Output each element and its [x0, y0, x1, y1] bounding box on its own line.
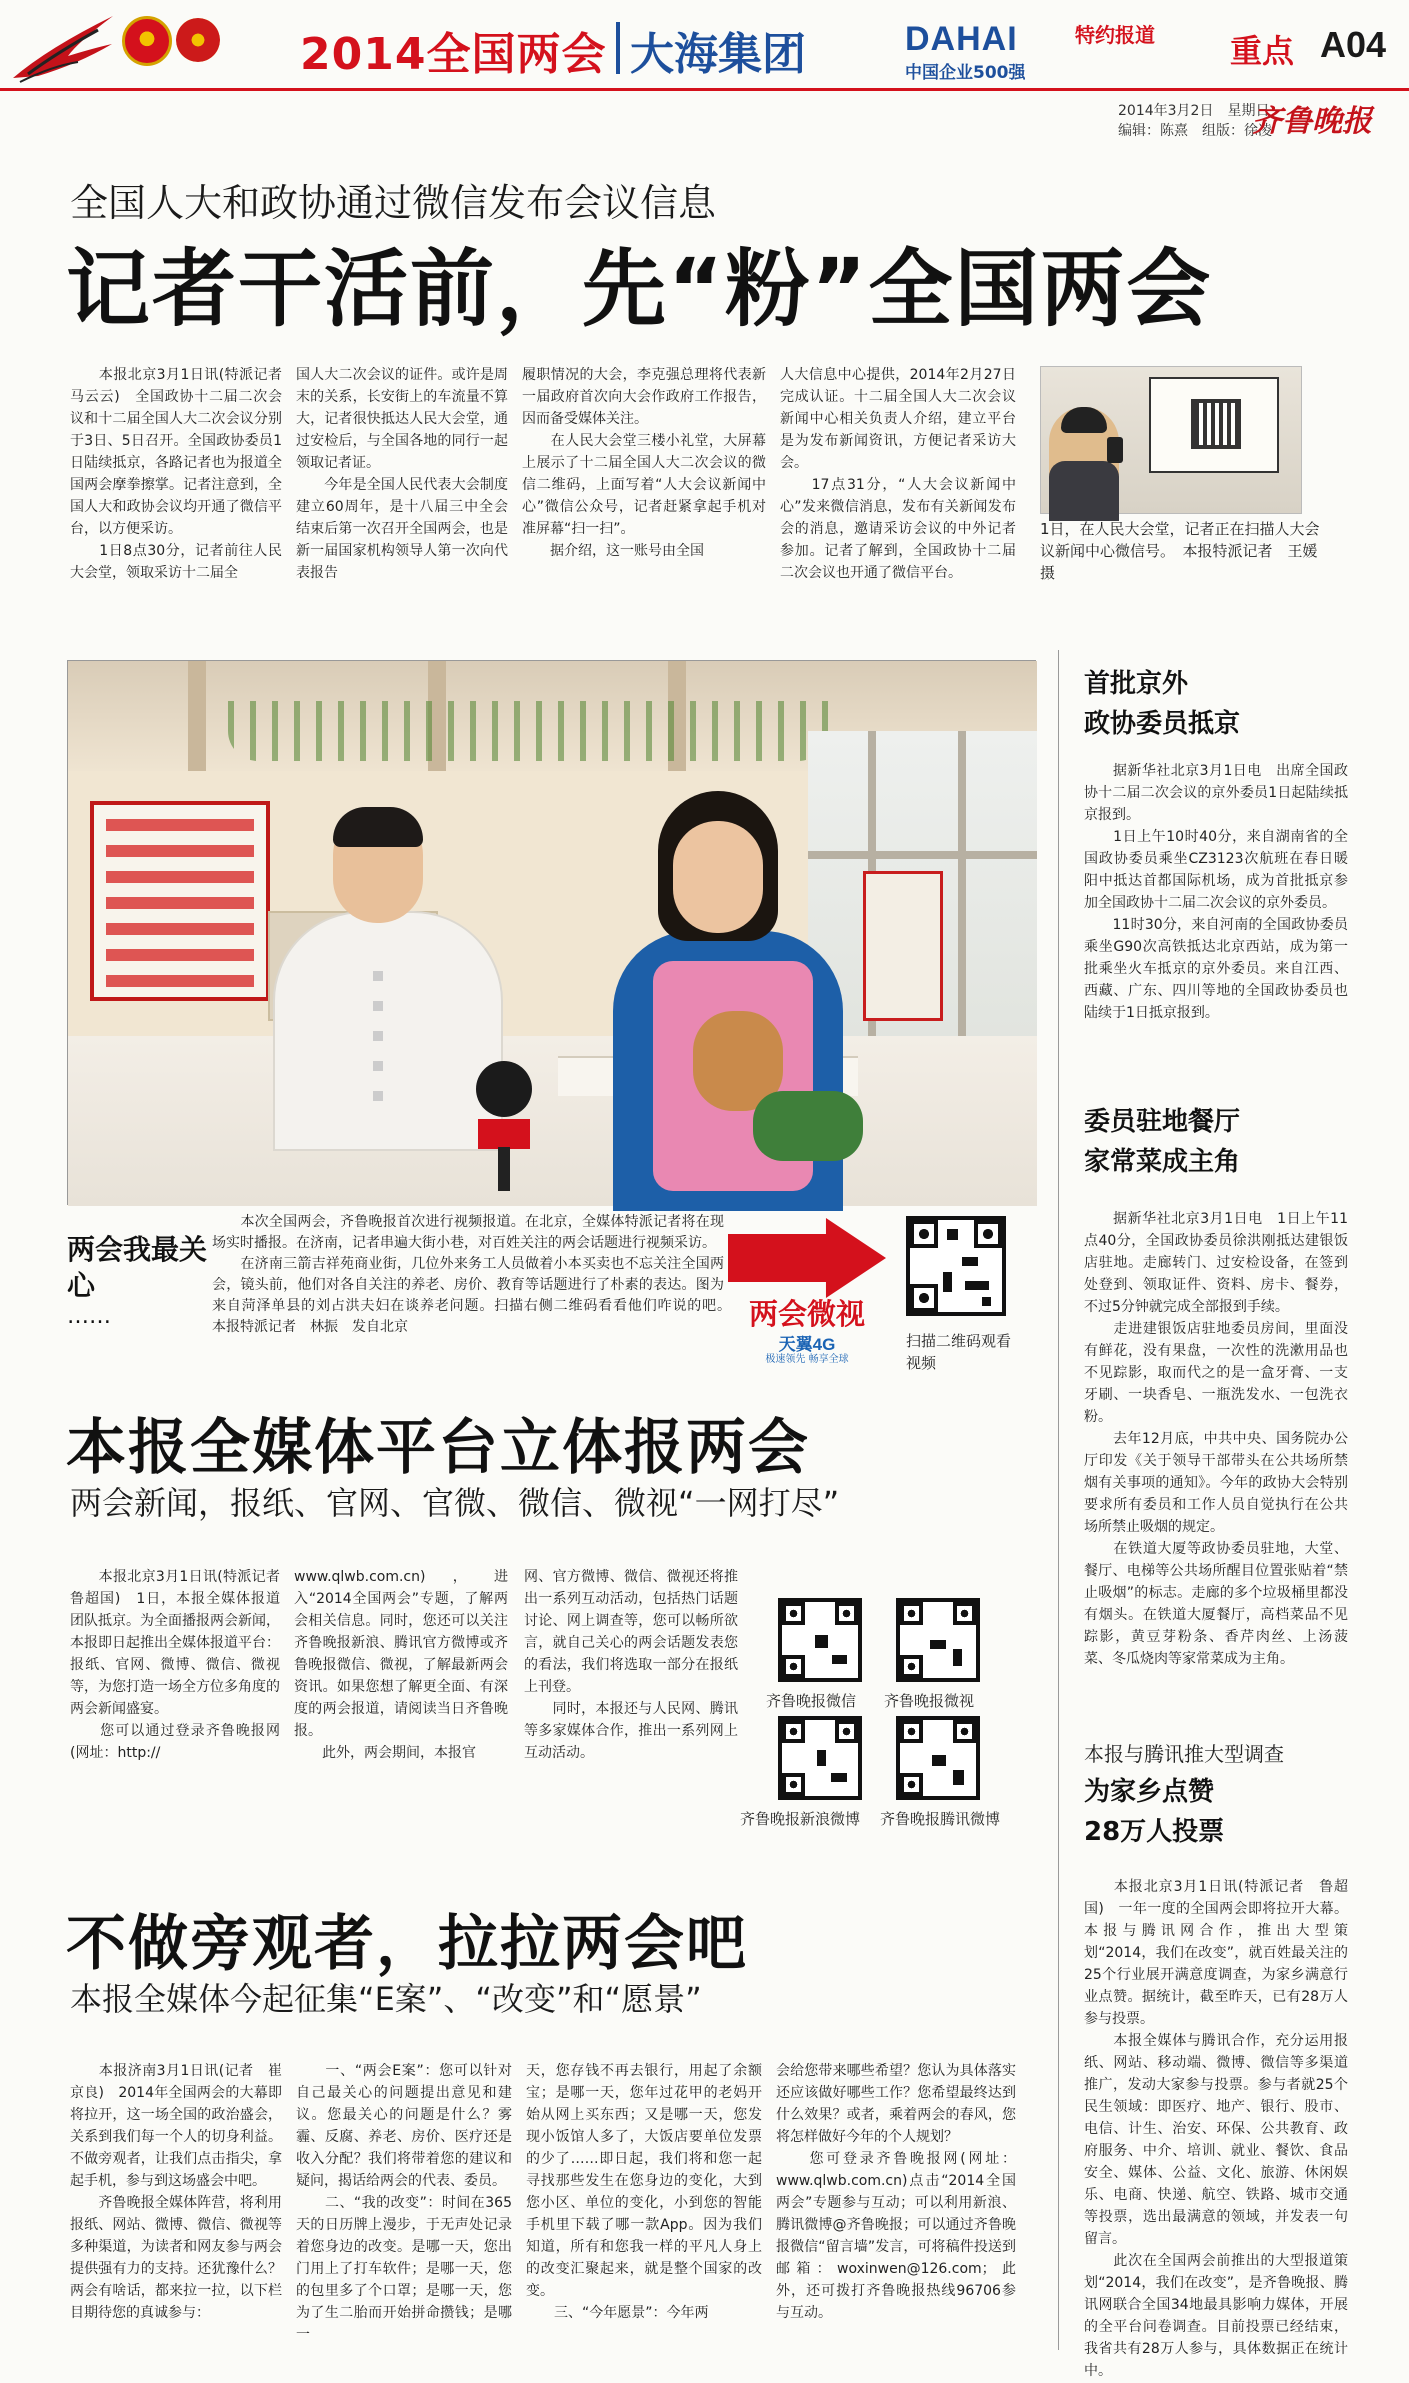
video-qr-code-icon[interactable] [906, 1216, 1006, 1316]
sina-weibo-qr-code-icon[interactable] [778, 1716, 862, 1800]
story2-subhead: 两会新闻，报纸、官网、官微、微信、微视“一网打尽” [70, 1484, 840, 1522]
story2-headline: 本报全媒体平台立体报两会 [66, 1413, 810, 1483]
editor-credits: 编辑：陈熹 组版：徐凌 [1118, 123, 1272, 139]
special-report-label: 特约报道 [1075, 23, 1155, 47]
man-figure [273, 811, 503, 1141]
sponsor-name: 大海集团 [630, 29, 806, 80]
section-label: 重点 [1230, 32, 1295, 70]
masthead [0, 0, 1409, 100]
story3-subhead: 本报全媒体今起征集“E案”、“改变”和“愿景” [70, 1980, 702, 2018]
weishi-logo-name: 两会微视 [748, 1297, 865, 1331]
story1-column-4: 人大信息中心提供，2014年2月27日完成认证。十二届全国人大二次会议新闻中心相关负责人介绍，建立平台是为发布新闻资讯，方便记者采访大会。 17点31分，“人大会议新闻中心”发来微信消息，发布有关新闻发布会的消息，邀请采访会议的中外记者参加。记者了解到，全国政协十二届二次会议也开通了微信平台。 [780, 367, 1016, 581]
right-s2-text: 据新华社北京3月1日电 1日上午11点40分，全国政协委员徐洪刚抵达建银饭店驻地。走廊转门、过安检设备，在签到处登到、领取证件、资料、房卡、餐券，不过5分钟就完成全部报到手续。 走进建银饭店驻地委员房间，里面没有鲜花，没有果盘，一次性的洗漱用品也不见踪影，取而代之的是一盒牙膏、一支牙刷、一块香皂、一瓶洗发水、一包洗衣粉。 去年12月底，中共中央、国务院办公厅印发《关于领导干部带头在公共场所禁烟有关事项的通知》。今年的政协大会特别要求所有委员和工作人员自觉执行在公共场所禁止吸烟的规定。 在铁道大厦等政协委员驻地，大堂、餐厅、电梯等公共场所醒目位置张贴着“禁止吸烟”的标志。走廊的多个垃圾桶里都没有烟头。在铁道大厦餐厅，高档菜品不见踪影，黄豆芽粉条、香芹肉丝、上汤菠菜、冬瓜烧肉等家常菜成为主角。 [1084, 1211, 1348, 1667]
microphone-icon [476, 1061, 532, 1117]
newspaper-logo: 齐鲁晚报 [1252, 104, 1372, 139]
sponsor-brand: DAHAI [905, 20, 1018, 58]
divider [616, 22, 620, 74]
story2-column-1: 本报北京3月1日讯(特派记者 鲁超国) 1日，本报全媒体报道团队抵京。为全面播报两会新闻，本报即日起推出全媒体报道平台：报纸、官网、微博、微信、微视等，为您打造一场全方位多角度的两会新闻盛宴。 您可以通过登录齐鲁晚报网(网址：http:// [70, 1569, 280, 1761]
right-s3-head-line2: 28万人投票 [1084, 1817, 1225, 1847]
weishi-logo-slogan: 极速领先 畅享全球 [765, 1354, 849, 1365]
photo1-caption: 1日，在人民大会堂，记者正在扫描人大会议新闻中心微信号。 本报特派记者 王媛 摄 [1040, 520, 1333, 582]
menu-board [90, 801, 270, 1001]
story3-column-2: 一、“两会E案”：您可以针对自己最关心的问题提出意见和建议。您最关心的问题是什么？雾霾、反腐、养老、房价、医疗还是收入分配？我们将带着您的建议和疑问，揭话给两会的代表、委员。 二、“我的改变”：时间在365天的日历牌上漫步，于无声处记录着您身边的改变。是哪一天，您出门用上了打车软件；是哪一天，您的包里多了个口罩；是哪一天，您为了生二胎而开始拼命攒钱；是哪一 [296, 2063, 512, 2343]
photo-couple-interview [67, 660, 1036, 1205]
weishi-logo-brand: 天翼4G [778, 1335, 836, 1354]
weishi-qr-label: 齐鲁晚报微视 [884, 1692, 975, 1710]
column-rule [1058, 650, 1059, 2350]
weishi-qr-code-icon[interactable] [896, 1598, 980, 1682]
story1-column-2: 国人大二次会议的证件。或许是周末的关系，长安街上的车流量不算大，记者很快抵达人民大会堂，通过安检后，与全国各地的同行一起领取记者证。 今年是全国人民代表大会制度建立60周年，是十八届三中全会结束后第一次召开全国两会，也是新一届国家机构领导人第一次向代表报告 [296, 367, 508, 581]
photo-reporter-scanning-qr [1040, 366, 1302, 514]
wechat-qr-code-icon[interactable] [778, 1598, 862, 1682]
event-title: 2014全国两会 [300, 29, 607, 80]
story3-headline: 不做旁观者，拉拉两会吧 [66, 1909, 748, 1979]
story1-column-3: 履职情况的大会，李克强总理将代表新一届政府首次向大会作政府工作报告，因而备受媒体关注。 在人民大会堂三楼小礼堂，大屏幕上展示了十二届全国人大二次会议的微信二维码，上面写着“人大会议新闻中心”微信公众号，记者赶紧拿起手机对准屏幕“扫一扫”。 据介绍，这一账号由全国 [522, 367, 766, 559]
arrow-icon [728, 1218, 886, 1298]
story2-column-3: 网、官方微博、微信、微视还将推出一系列互动活动，包括热门话题讨论、网上调查等，您可以畅所欲言，就自己关心的两会话题发表您的看法，我们将选取一部分在报纸上刊登。 同时，本报还与人民网、腾讯等多家媒体合作，推出一系列网上互动活动。 [524, 1569, 738, 1761]
right-s1-text: 据新华社北京3月1日电 出席全国政协十二届二次会议的京外委员1日起陆续抵京报到。 1日上午10时40分，来自湖南省的全国政协委员乘坐CZ3123次航班在春日暖阳中抵达首都国际机场，成为首批抵京参加全国政协十二届二次会议的京外委员。 11时30分，来自河南的全国政协委员乘坐G90次高铁抵达北京西站，成为第一批乘坐火车抵京的京外委员。来自江西、西藏、广东、四川等地的全国政协委员也陆续于1日抵京报到。 [1084, 763, 1348, 1021]
wechat-qr-label: 齐鲁晚报微信 [766, 1692, 857, 1710]
swallow-logo-icon [8, 8, 118, 88]
tencent-weibo-qr-label: 齐鲁晚报腾讯微博 [880, 1810, 1001, 1828]
story1-column-1: 本报北京3月1日讯(特派记者 马云云) 全国政协十二届二次会议和十二届全国人大二次会议分别于3日、5日召开。全国政协委员1日陆续抵京，各路记者也为报道全国两会摩拳擦掌。记者注意到，全国人大和政协会议均开通了微信平台，以方便采访。 1日8点30分，记者前往人民大会堂，领取采访十二届全 [70, 367, 282, 581]
weishi-logo [728, 1218, 886, 1364]
phone-icon [1107, 437, 1123, 463]
right-s2-head-line1: 委员驻地餐厅 [1084, 1107, 1241, 1137]
lianghui-title: 两会我最关心 [67, 1233, 208, 1302]
story3-column-4: 会给您带来哪些希望？您认为具体落实还应该做好哪些工作？您希望最终达到什么效果？或者，乘着两会的春风，您将怎样做好今年的个人规划？ 您可登录齐鲁晚报网(网址：www.qlwb.com.cn)点击“2014全国两会”专题参与互动；可以利用新浪、腾讯微博@齐鲁晚报；可以通过齐鲁晚报微信“留言墙”发言，可将稿件投送到邮箱：woxinwen@126.com；此外，还可拨打齐鲁晚报热线96706参与互动。 [776, 2063, 1016, 2321]
right-s2-head-line2: 家常菜成主角 [1084, 1147, 1241, 1177]
masthead-rule [0, 88, 1409, 91]
sina-weibo-qr-label: 齐鲁晚报新浪微博 [740, 1810, 861, 1828]
story3-column-3: 天，您存钱不再去银行，用起了余额宝；是哪一天，您年过花甲的老妈开始从网上买东西；又是哪一天，您发现小饭馆人多了，大饭店要单位发票的少了……即日起，我们将和您一起寻找那些发生在您身边的变化，大到您小区、单位的变化，小到您的智能手机里下载了哪一款App。因为我们知道，所有和您我一样的平凡人身上的改变汇聚起来，就是整个国家的改变。 三、“今年愿景”：今年两 [526, 2063, 762, 2321]
video-qr-label: 扫描二维码观看视频 [906, 1332, 1012, 1372]
right-s3-text: 本报北京3月1日讯(特派记者 鲁超国) 一年一度的全国两会即将拉开大幕。本报与腾讯网合作，推出大型策划“2014，我们在改变”，就百姓最关注的25个行业展开满意度调查，为家乡满意行业点赞。据统计，截至昨天，已有28万人参与投票。 本报全媒体与腾讯合作，充分运用报纸、网站、移动端、微博、微信等多渠道推广，发动大家参与投票。参与者就25个民生领域：即医疗、地产、银行、股市、电信、计生、治安、环保、公共教育、政府服务、中介、培训、就业、餐饮、食品安全、媒体、公益、文化、旅游、休闲娱乐、电商、快递、航空、铁路、城市交通等投票，选出最满意的领域，并发表一句留言。 此次在全国两会前推出的大型报道策划“2014，我们在改变”，是齐鲁晚报、腾讯网联合全国34地最具影响力媒体，开展的全平台问卷调查。目前投票已经结束，我省共有28万人参与，具体数据正在统计中。 [1084, 1879, 1348, 2379]
lianghui-ellipsis: …… [67, 1304, 111, 1329]
story3-column-1: 本报济南3月1日讯(记者 崔京良) 2014年全国两会的大幕即将拉开，这一场全国的政治盛会，关系到我们每一个人的切身利益。不做旁观者，让我们点击指尖，拿起手机，参与到这场盛会中吧。 齐鲁晚报全媒体阵营，将利用报纸、网站、微博、微信、微视等多种渠道，为读者和网友参与两会提供强有力的支持。还犹豫什么？两会有啥话，都来拉一拉，以下栏目期待您的真诚参与： [70, 2063, 282, 2321]
sponsor-brand-sub: 中国企业500强 [905, 63, 1026, 83]
cppcc-emblem-icon [176, 18, 220, 62]
screen-image [1149, 377, 1279, 473]
right-s1-head-line1: 首批京外 [1084, 669, 1189, 699]
national-emblem-icon [122, 16, 172, 66]
right-s3-head-line1: 为家乡点赞 [1084, 1777, 1215, 1807]
lianghui-text: 本次全国两会，齐鲁晚报首次进行视频报道。在北京，全媒体特派记者将在现场实时播报。在济南，记者串遍大街小巷，对百姓关注的两会话题进行视频采访。 在济南三箭吉祥苑商业街，几位外来务工人员做着小本买卖也不忘关注全国两会，镜头前，他们对各自关注的养老、房价、教育等话题进行了朴素的表达。图为来自菏泽单县的刘占洪夫妇在谈养老问题。扫描右侧二维码看看他们咋说的吧。 本报特派记者 林振 发自北京 [212, 1214, 724, 1335]
story1-headline: 记者干活前，先“粉”全国两会 [66, 240, 1213, 338]
story1-kicker: 全国人大和政协通过微信发布会议信息 [70, 181, 717, 225]
tencent-weibo-qr-code-icon[interactable] [896, 1716, 980, 1800]
right-s1-head-line2: 政协委员抵京 [1084, 709, 1241, 739]
story2-column-2: www.qlwb.com.cn)，进入“2014全国两会”专题，了解两会相关信息。同时，您还可以关注齐鲁晚报新浪、腾讯官方微博或齐鲁晚报微信、微视，了解最新两会资讯。如果您想了解更全面、有深度的两会报道，请阅读当日齐鲁晚报。 此外，两会期间，本报官 [294, 1569, 508, 1761]
page-number: A04 [1320, 24, 1387, 65]
woman-figure [613, 791, 843, 1206]
issue-date: 2014年3月2日 星期日 [1118, 103, 1270, 119]
qr-code-on-screen-icon [1191, 399, 1241, 449]
right-s3-kicker: 本报与腾讯推大型调查 [1084, 1742, 1284, 1766]
